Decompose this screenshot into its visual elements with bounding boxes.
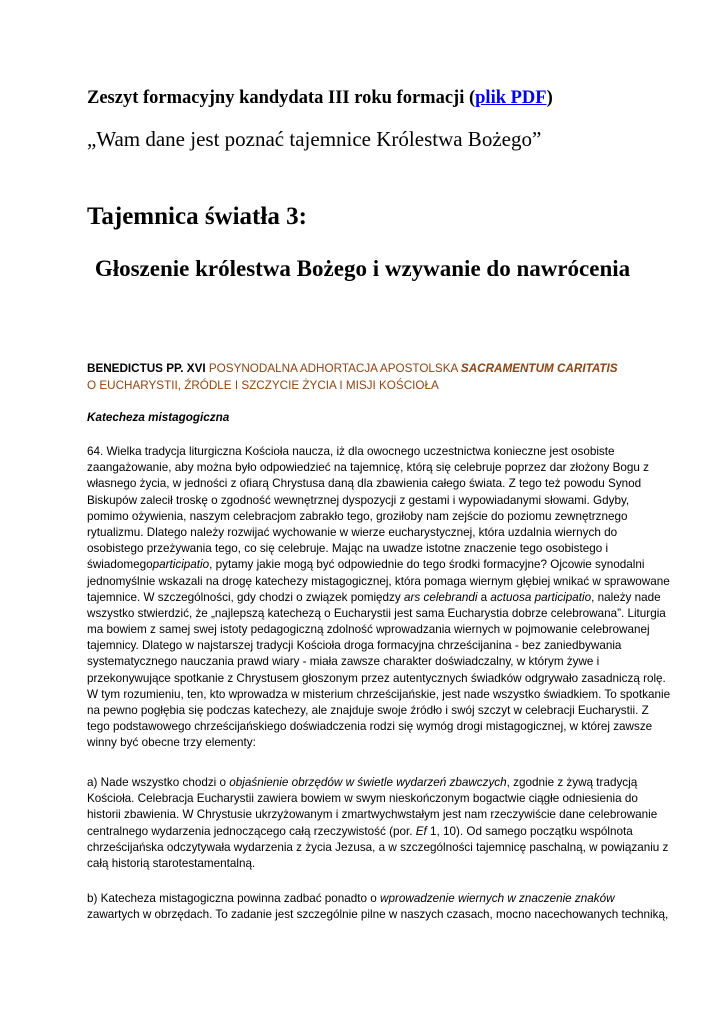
source-doc-subtitle: O EUCHARYSTII, ŹRÓDLE I SZCZYCIE ŻYCIA I MISJI KOŚCIOŁA [87, 379, 439, 392]
text-line: świadomegoparticipatio, pytamy jakie mogą być odpowiednie do tego środki formacyjne? Ojcowie synodalni [87, 558, 645, 572]
motto-quote: „Wam dane jest poznać tajemnice Królestwa Bożego” [87, 127, 542, 151]
text-line: a) Nade wszystko chodzi o objaśnienie obrzędów w świetle wydarzeń zbawczych, zgodnie z żywą tradycją [87, 776, 638, 789]
text-line: wszystko stwierdzić, że „najlepszą katechezą o Eucharystii jest sama Eucharystia dobrze celebrowana”. Liturgia [87, 606, 666, 620]
text-line: 64. Wielka tradycja liturgiczna Kościoła naucza, iż dla owocnego uczestnictwa konieczne jest osobiste [87, 445, 615, 458]
text-line: przekonywujące spotkanie z Chrystusem głoszonym przez autentycznych świadków odgrywało zasadniczą rolę. [87, 671, 666, 685]
text-line: pomimo ożywienia, naszym celebracjom zabrakło tego, groziłoby nam zejście do poziomu zewnętrznego [87, 509, 628, 523]
text-line: b) Katecheza mistagogiczna powinna zadbać ponadto o wprowadzenie wiernych w znaczenie znaków [87, 892, 615, 905]
text-line: tajemnice. W szczególności, gdy chodzi o związek pomiędzy ars celebrandi a actuosa participatio, należy nade [87, 590, 661, 604]
text-line: winny być obecne trzy elementy: [87, 736, 256, 750]
section-heading: Tajemnica światła 3: [87, 203, 307, 230]
text-line: na pewno pogłębia się podczas katechezy, ale znajduje swoje źródło i swój szczyt w celebracji Eucharystii. Z [87, 704, 649, 717]
text-line: osobistego przeżywania tego, co się celebruje. Mając na uwadze istotne znaczenie tego osobistego i [87, 542, 609, 556]
text-line: ma bowiem z samej swej istoty pedagogiczną zdolność wprowadzania wiernych w pojmowanie celebrowanej [87, 623, 650, 637]
source-reference [87, 360, 647, 394]
text-line: centralnego wydarzenia jednoczącego całą rzeczywistość (por. Ef 1, 10). Od samego początku wspólnota [87, 824, 633, 838]
text-line: tego podstawowego chrześcijańskiego doświadczenia rodzi się wymóg drogi mistagogicznej, w której zawsze [87, 720, 653, 734]
formation-title-text: Zeszyt formacyjny kandydata III roku formacji ( [87, 88, 476, 108]
text-line: chrześcijańska odczytywała wydarzenia z życia Jezusa, a w szczególności tajemnicę paschalną, w powiązaniu z [87, 840, 669, 854]
source-doc-title: SACRAMENTUM CARITATIS [460, 362, 618, 375]
text-line: historii zbawienia. W Chrystusie ukrzyżowanym i zmartwychwstałym jest nam rzeczywiście dane celebrowanie [87, 808, 658, 822]
catechesis-label: Katecheza mistagogiczna [87, 411, 230, 424]
formation-title-suffix: ) [546, 88, 553, 108]
text-line: własnego życia, w jedności z ofiarą Chrystusa daną dla zbawienia całego świata. Z tego też powodu Synod [87, 477, 642, 491]
text-line: zaangażowanie, aby można było odpowiedzieć na tajemnicę, którą się celebruje poprzez dar złożony Bogu z [87, 461, 649, 475]
section-subheading: Głoszenie królestwa Bożego i wzywanie do nawrócenia [94, 256, 631, 281]
text-line: Kościoła. Celebracja Eucharystii zawiera bowiem w swym nieskończonym bogactwie ciągłe odniesienia do [87, 792, 638, 806]
pdf-link[interactable]: plik PDF [475, 88, 547, 108]
paragraph-64 [87, 444, 671, 752]
text-line: zawartych w obrzędach. To zadanie jest szczególnie pilne w naszych czasach, mocno nacechowanych techniką, [87, 908, 669, 922]
text-line: W tym rozumieniu, ten, kto wprowadza w misterium chrześcijańskie, jest nade wszystko świadkiem. To spotkanie [87, 687, 671, 701]
paragraph-b [87, 891, 669, 923]
text-line: tajemnicy. Dlatego w najstarszej tradycji Kościoła droga formacyjna chrześcijanina - bez zaniedbywania [87, 639, 622, 653]
text-line: jednomyślnie wskazali na drogę katechezy mistagogicznej, która pomaga wiernym głębiej wnikać w sprawowane [87, 574, 670, 588]
source-author: BENEDICTUS PP. XVI [87, 362, 206, 375]
source-doc-type: POSYNODALNA ADHORTACJA APOSTOLSKA [205, 362, 461, 375]
text-line: systematycznego nauczania prawd wiary - miała zawsze charakter doświadczalny, w którym żywe i [87, 655, 600, 669]
paragraph-a [87, 775, 669, 872]
text-line: całą historią starotestamentalną. [87, 856, 256, 870]
text-line: Biskupów zalecił troskę o zgodność wewnętrznej dyspozycji z gestami i wypowiadanymi słowami. Gdyby, [87, 493, 630, 507]
text-line: rytualizmu. Dlatego należy rozwijać wychowanie w wierze eucharystycznej, która uzdalnia wiernych do [87, 525, 618, 539]
formation-title [87, 88, 553, 109]
